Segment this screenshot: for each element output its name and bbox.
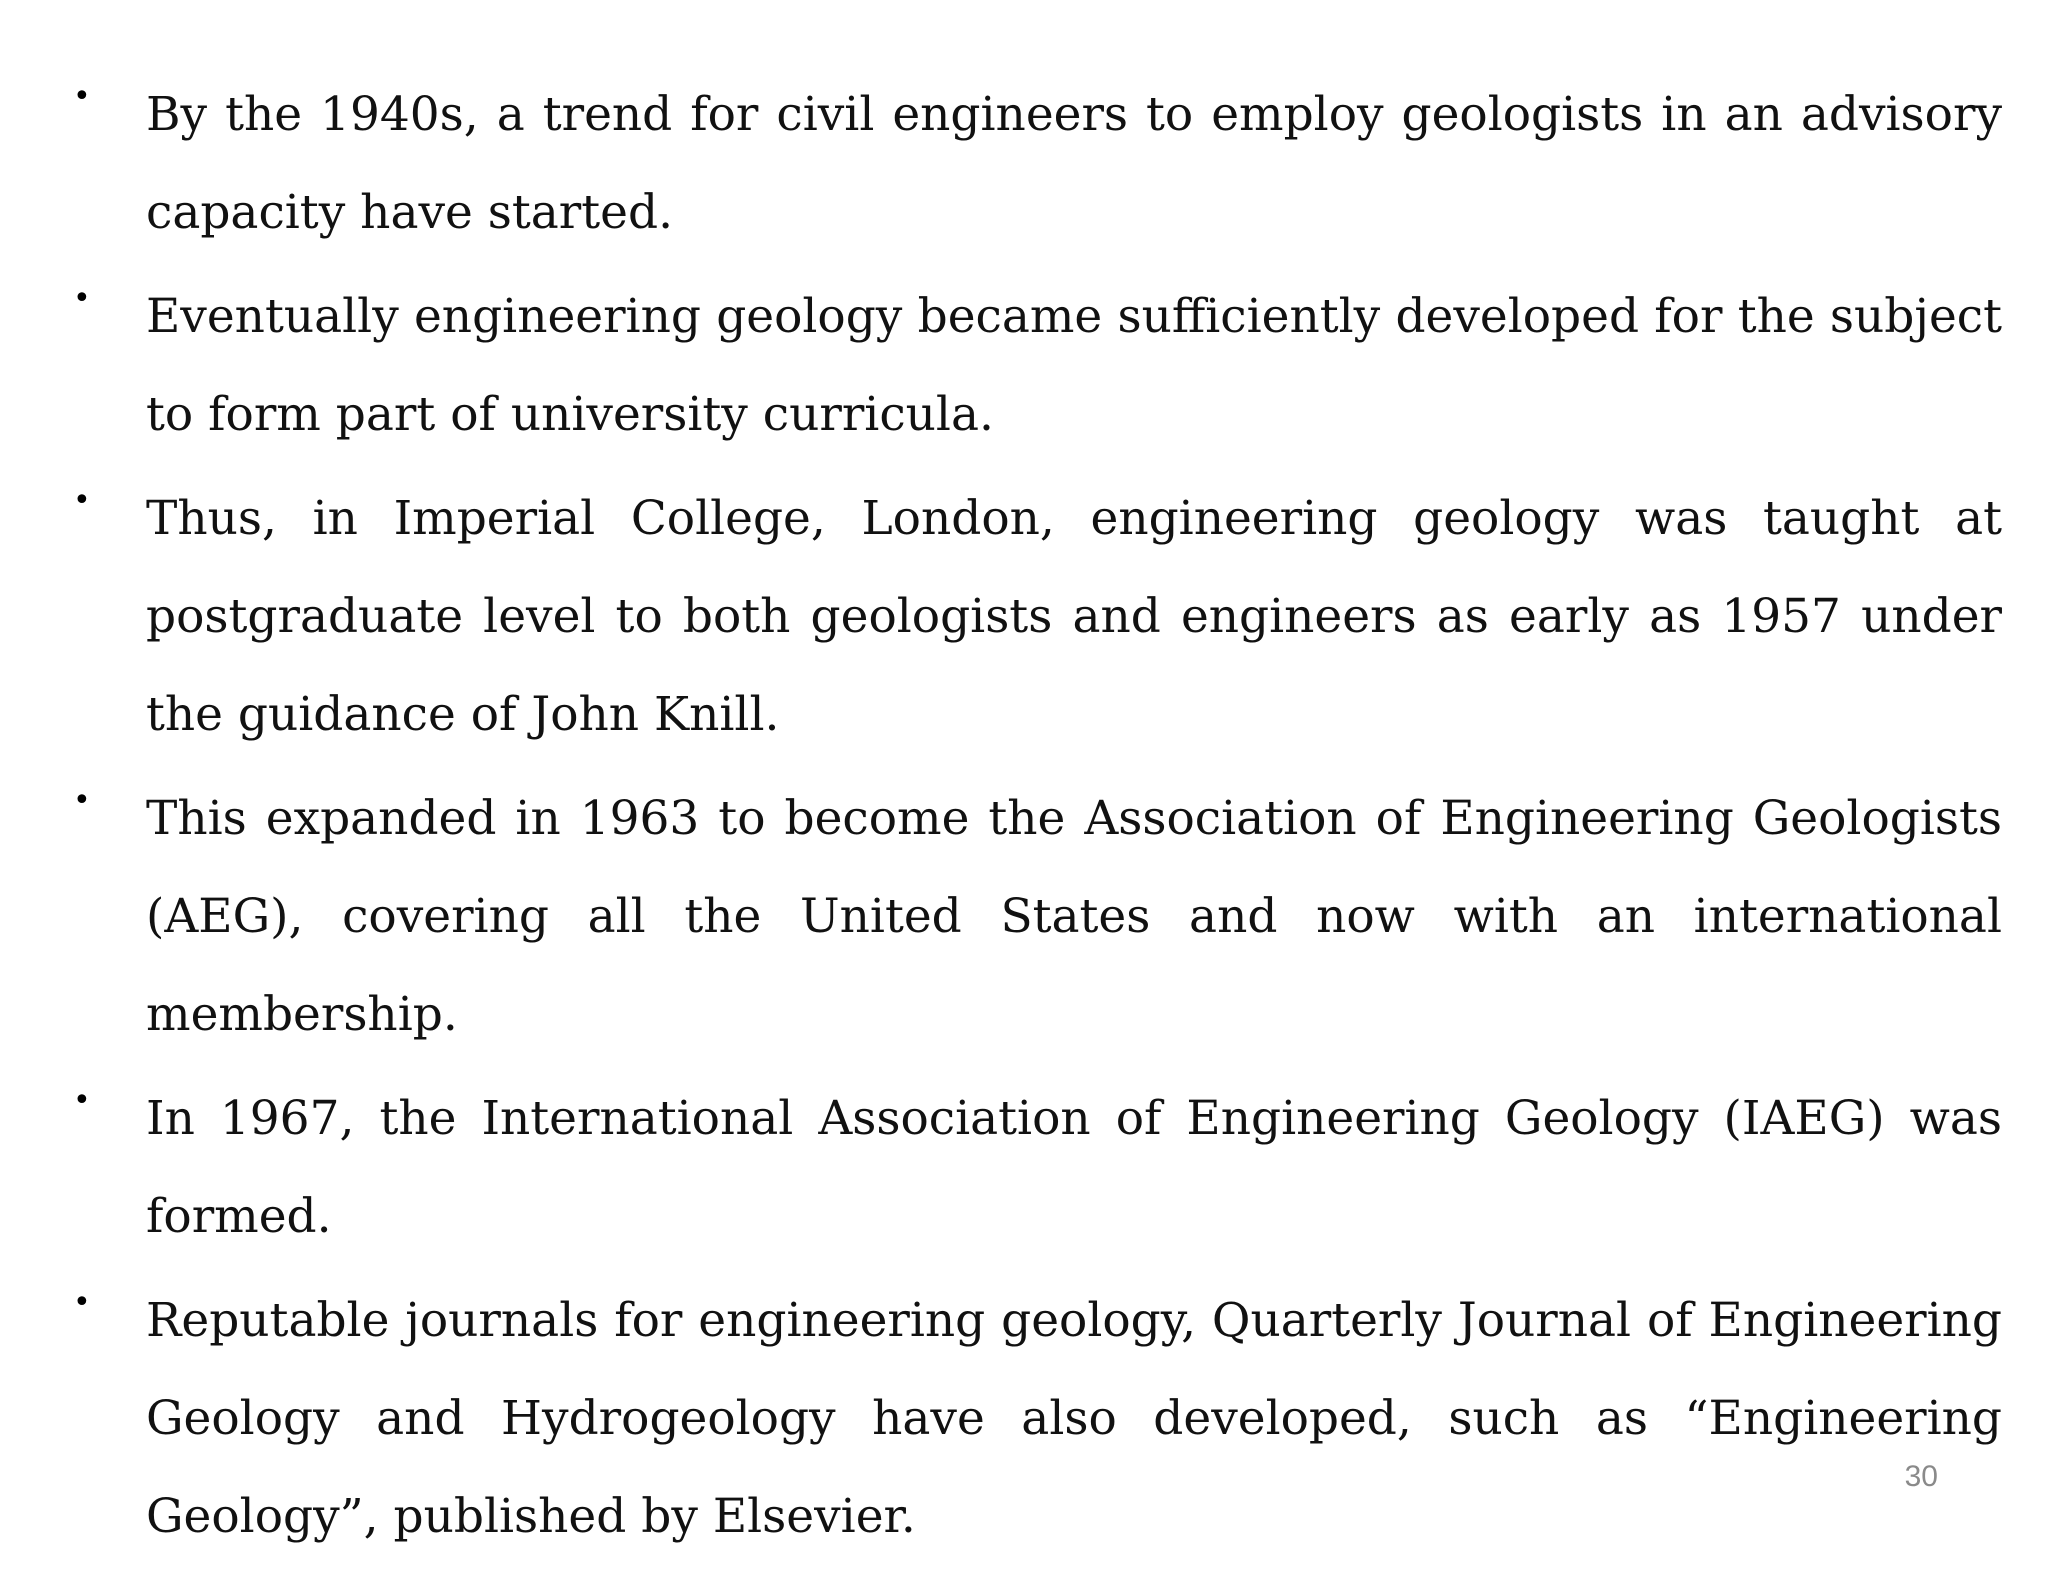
- bullet-text: Thus, in Imperial College, London, engineering geology was taught at postgraduate level to both geologists and engineers as early as 1957 under the guidance of John Knill.: [146, 491, 2002, 742]
- bullet-text: Eventually engineering geology became sufficiently developed for the subject to form part of university curricula.: [146, 289, 2002, 442]
- bullet-item: [0, 470, 2048, 764]
- bullet-item: [0, 268, 2048, 464]
- bullet-text: This expanded in 1963 to become the Association of Engineering Geologists (AEG), covering all the United States and now with an international membership.: [146, 791, 2002, 1042]
- bullet-list: [0, 70, 2048, 1576]
- bullet-item: [0, 66, 2048, 262]
- bullet-item: [0, 1070, 2048, 1266]
- bullet-text: By the 1940s, a trend for civil engineers to employ geologists in an advisory capacity have started.: [146, 87, 2002, 240]
- bullet-text: Reputable journals for engineering geology, Quarterly Journal of Engineering Geology and Hydrogeology have also developed, such as “Engineering Geology”, published by Elsevier.: [146, 1293, 2002, 1544]
- page-number: 30: [1904, 1460, 1938, 1493]
- bullet-icon: •: [73, 79, 91, 114]
- bullet-text: In 1967, the International Association of Engineering Geology (IAEG) was formed.: [146, 1091, 2002, 1244]
- bullet-icon: •: [73, 483, 91, 518]
- bullet-item: [0, 1272, 2048, 1566]
- bullet-icon: •: [73, 1285, 91, 1320]
- bullet-icon: •: [73, 281, 91, 316]
- bullet-icon: •: [73, 783, 91, 818]
- bullet-icon: •: [73, 1083, 91, 1118]
- bullet-item: [0, 770, 2048, 1064]
